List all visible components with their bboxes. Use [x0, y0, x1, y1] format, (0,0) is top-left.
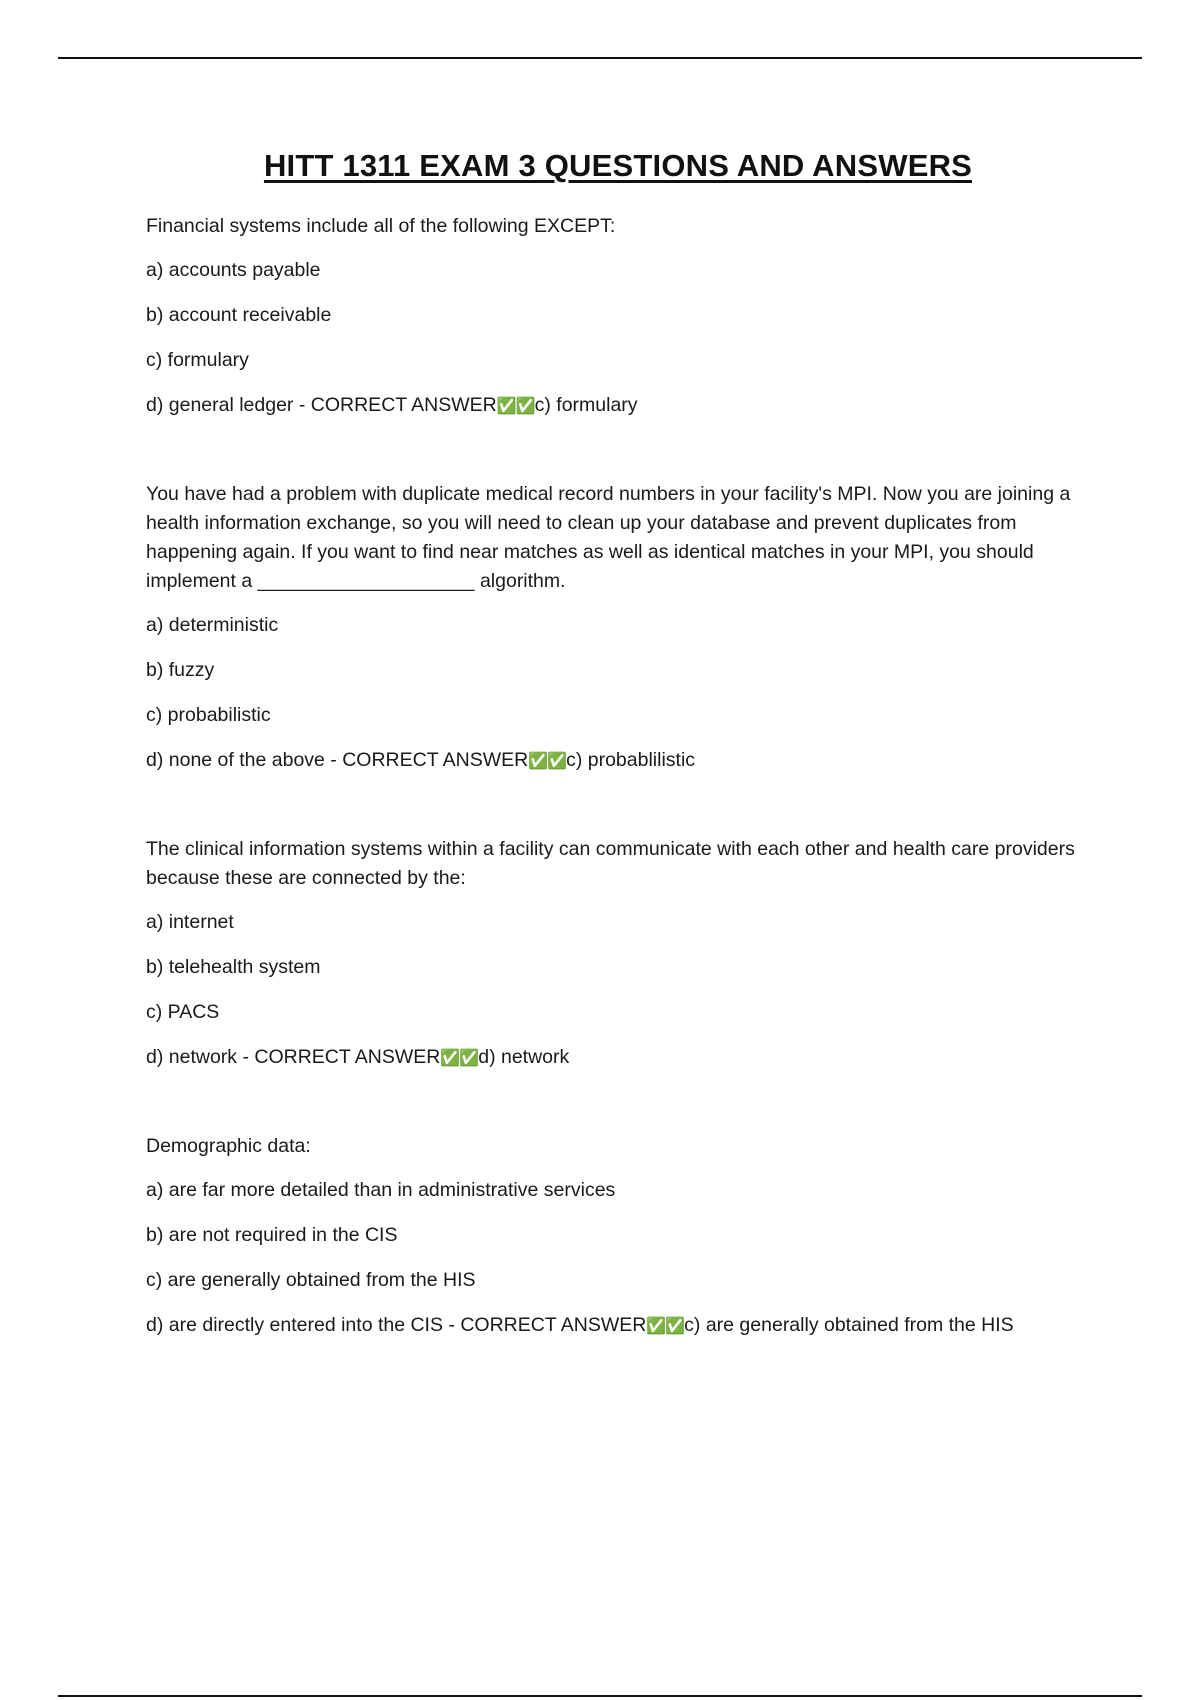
double-check-icon: ✅✅	[528, 751, 567, 770]
bottom-divider	[58, 1695, 1142, 1697]
answer-option: a) internet	[146, 911, 234, 933]
answer-option: a) deterministic	[146, 614, 279, 636]
answer-option: c) are generally obtained from the HIS	[146, 1269, 476, 1291]
double-check-icon: ✅✅	[440, 1048, 479, 1067]
answer-option: d) none of the above	[146, 749, 325, 771]
question-block	[146, 1132, 1076, 1340]
answer-option: a) accounts payable	[146, 259, 321, 281]
answer-option: d) general ledger	[146, 394, 294, 416]
question-text: The clinical information systems within a facility can communicate with each other and health care providers because these are connected by the:	[146, 838, 1075, 889]
question-text: Financial systems include all of the following EXCEPT:	[146, 215, 616, 237]
question-block	[146, 835, 1076, 1072]
correct-answer-label: - CORRECT ANSWER	[237, 1046, 441, 1068]
answer-option-with-key	[146, 746, 1076, 775]
answer-option-with-key	[146, 1043, 1076, 1072]
answer-option: c) probabilistic	[146, 704, 271, 726]
question-text: You have had a problem with duplicate medical record numbers in your facility's MPI. Now you are joining a health information exchange, so you will need to clean up your database and prevent duplicates from happening again. If you want to find near matches as well as identical matches in your MPI, you should implement a ____________________ algorithm.	[146, 483, 1071, 592]
double-check-icon: ✅✅	[646, 1316, 685, 1335]
answer-option: b) are not required in the CIS	[146, 1224, 398, 1246]
double-check-icon: ✅✅	[496, 396, 535, 415]
correct-answer: d) network	[478, 1046, 570, 1068]
answer-option: c) formulary	[146, 349, 249, 371]
answer-option: d) are directly entered into the CIS	[146, 1314, 443, 1336]
correct-answer: c) formulary	[534, 394, 638, 416]
correct-answer-label: - CORRECT ANSWER	[443, 1314, 647, 1336]
answer-option: d) network	[146, 1046, 238, 1068]
page-title: HITT 1311 EXAM 3 QUESTIONS AND ANSWERS	[263, 148, 973, 183]
question-block	[146, 212, 1076, 420]
answer-option: c) PACS	[146, 1001, 220, 1023]
answer-option: b) account receivable	[146, 304, 332, 326]
answer-option-with-key	[146, 391, 1076, 420]
answer-option-with-key	[146, 1311, 1076, 1340]
answer-option: b) telehealth system	[146, 956, 321, 978]
question-block	[146, 480, 1076, 775]
answer-option: b) fuzzy	[146, 659, 215, 681]
correct-answer-label: - CORRECT ANSWER	[293, 394, 497, 416]
question-text: Demographic data:	[146, 1135, 311, 1157]
document-body	[146, 212, 1076, 1400]
correct-answer: c) probablilistic	[566, 749, 696, 771]
answer-option: a) are far more detailed than in administrative services	[146, 1179, 616, 1201]
correct-answer: c) are generally obtained from the HIS	[684, 1314, 1014, 1336]
correct-answer-label: - CORRECT ANSWER	[324, 749, 529, 771]
top-divider	[58, 57, 1142, 59]
